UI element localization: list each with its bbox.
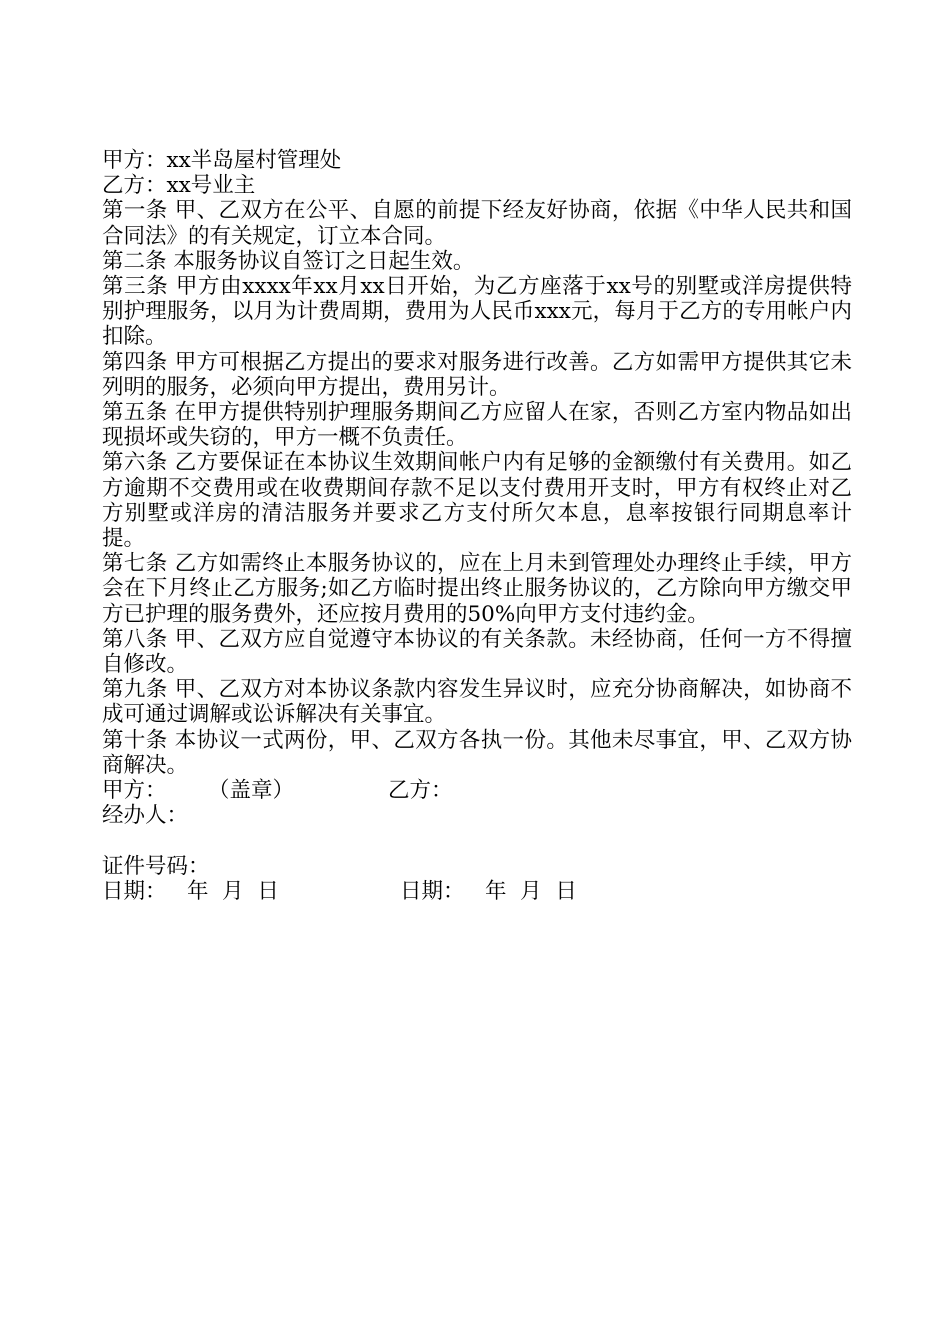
date-party-b: 日期： 年 月 日 — [400, 878, 577, 904]
signature-row — [102, 778, 852, 803]
article-1: 第一条 甲、乙双方在公平、自愿的前提下经友好协商，依据《中华人民共和国合同法》的有关规定，订立本合同。 — [102, 198, 852, 249]
date-party-a: 日期： 年 月 日 — [102, 878, 279, 904]
article-8: 第八条 甲、乙双方应自觉遵守本协议的有关条款。未经协商，任何一方不得擅自修改。 — [102, 626, 852, 678]
blank-spacer — [102, 828, 852, 853]
id-number-label: 证件号码： — [102, 853, 210, 879]
party-b-sign-label: 乙方： — [388, 778, 453, 804]
party-a-header: 甲方：xx半岛屋村管理处 — [102, 148, 342, 173]
article-5: 第五条 在甲方提供特别护理服务期间乙方应留人在家，否则乙方室内物品如出现损坏或失窃的，甲方一概不负责任。 — [102, 400, 852, 451]
agent-label: 经办人： — [102, 803, 189, 829]
article-2: 第二条 本服务协议自签订之日起生效。 — [102, 248, 475, 274]
party-a-sign-label: 甲方： — [102, 778, 167, 804]
article-7: 第七条 乙方如需终止本服务协议的，应在上月未到管理处办理终止手续，甲方会在下月终止乙方服务;如乙方临时提出终止服务协议的，乙方除向甲方缴交甲方已护理的服务费外，还应按月费用的50%向甲方支付违约金。 — [102, 551, 852, 627]
article-9: 第九条 甲、乙双方对本协议条款内容发生异议时，应充分协商解决，如协商不成可通过调解或讼诉解决有关事宜。 — [102, 677, 852, 728]
article-3: 第三条 甲方由xxxx年xx月xx日开始，为乙方座落于xx号的别墅或洋房提供特别护理服务，以月为计费周期，费用为人民币xxx元，每月于乙方的专用帐户内扣除。 — [102, 273, 852, 350]
article-4: 第四条 甲方可根据乙方提出的要求对服务进行改善。乙方如需甲方提供其它未列明的服务，必须向甲方提出，费用另计。 — [102, 349, 852, 400]
seal-label: （盖章） — [208, 778, 295, 804]
date-row — [102, 879, 852, 904]
article-6: 第六条 乙方要保证在本协议生效期间帐户内有足够的金额缴付有关费用。如乙方逾期不交费用或在收费期间存款不足以支付费用开支时，甲方有权终止对乙方别墅或洋房的清洁服务并要求乙方支付所欠本息，息率按银行同期息率计提。 — [102, 450, 852, 552]
party-b-header: 乙方：xx号业主 — [102, 173, 256, 199]
article-10: 第十条 本协议一式两份，甲、乙双方各执一份。其他未尽事宜，甲、乙双方协商解决。 — [102, 727, 852, 778]
contract-document — [102, 148, 852, 904]
